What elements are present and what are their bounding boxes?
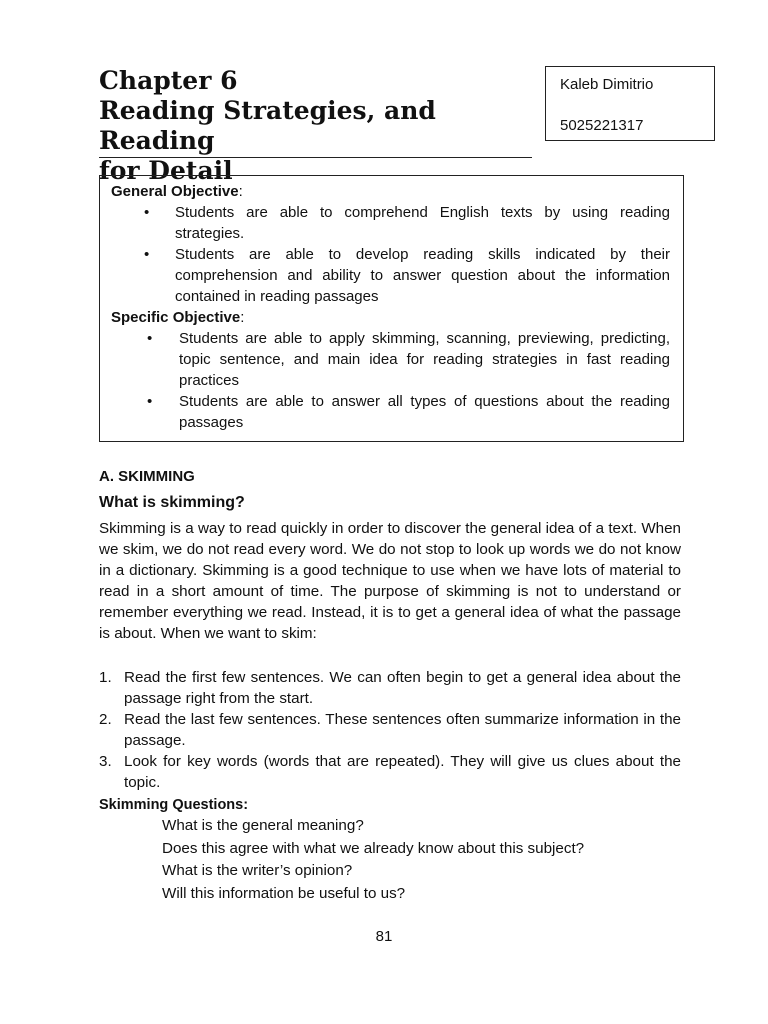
chapter-title-line: Reading Strategies, and Reading (99, 96, 436, 155)
page-number: 81 (375, 928, 393, 945)
objective-text: Students are able to apply skimming, scanning, previewing, predicting, topic sentence, and main idea for reading strategies in fast reading practices (179, 330, 670, 389)
objective-text: Students are able to develop reading skills indicated by their comprehension and ability to answer question about the information contained in reading passages (175, 246, 670, 305)
step-number: 3. (99, 753, 112, 770)
list-item: Does this agree with what we already know about this subject? (162, 839, 585, 857)
step-text: Look for key words (words that are repeated). They will give us clues about the topic. (124, 753, 681, 791)
list-item: What is the general meaning? (162, 817, 364, 834)
general-objective-colon: : (238, 183, 243, 200)
specific-objective-heading (111, 307, 670, 328)
general-objective-label: General Objective (111, 183, 239, 200)
chapter-title-line: Chapter 6 (99, 66, 238, 95)
chapter-title-line: for Detail (99, 156, 233, 185)
step-number: 2. (99, 711, 112, 728)
specific-objective-list (111, 328, 670, 433)
objectives-box (99, 175, 684, 442)
chapter-title (99, 66, 539, 186)
bullet: • (147, 330, 153, 347)
objective-text: Students are able to comprehend English texts by using reading strategies. (175, 204, 670, 242)
section-subheading: What is skimming? (99, 494, 245, 511)
section-heading: A. SKIMMING (99, 468, 195, 485)
skimming-steps-list (99, 667, 681, 793)
objective-text: Students are able to answer all types of questions about the reading passages (179, 393, 670, 431)
general-objective-list (111, 202, 670, 307)
author-id: 5025221317 (560, 117, 644, 134)
specific-objective-colon: : (240, 309, 245, 326)
body-paragraph: Skimming is a way to read quickly in order to discover the general idea of a text. When we skim, we do not read every word. We do not stop to look up words we do not know in a dictionary. Skimming is a good technique to use when we have lots of material to read in a short amount of time. The purpose of skimming is not to understand or remember everything we read. Instead, it is to get a general idea of what the passage is about. When we want to skim: (99, 520, 681, 642)
list-item: What is the writer’s opinion? (162, 862, 353, 879)
step-text: Read the first few sentences. We can often begin to get a general idea about the passage right from the start. (124, 669, 681, 707)
skimming-questions-list (162, 815, 584, 905)
bullet: • (144, 204, 150, 221)
list-item (111, 202, 670, 244)
bullet: • (147, 393, 153, 410)
step-number: 1. (99, 669, 112, 686)
step-text: Read the last few sentences. These sentences often summarize information in the passage. (124, 711, 681, 749)
author-box (545, 66, 715, 141)
list-item: Will this information be useful to us? (162, 884, 406, 902)
list-item (111, 328, 670, 391)
author-name: Kaleb Dimitrio (560, 76, 654, 93)
general-objective-heading (111, 181, 670, 202)
title-underline (99, 157, 532, 158)
list-item (111, 244, 670, 307)
list-item (99, 667, 681, 709)
bullet: • (144, 246, 150, 263)
list-item (99, 751, 681, 793)
specific-objective-label: Specific Objective (111, 309, 241, 326)
list-item (99, 709, 681, 751)
skimming-questions-heading: Skimming Questions: (99, 797, 249, 813)
list-item (111, 391, 670, 433)
